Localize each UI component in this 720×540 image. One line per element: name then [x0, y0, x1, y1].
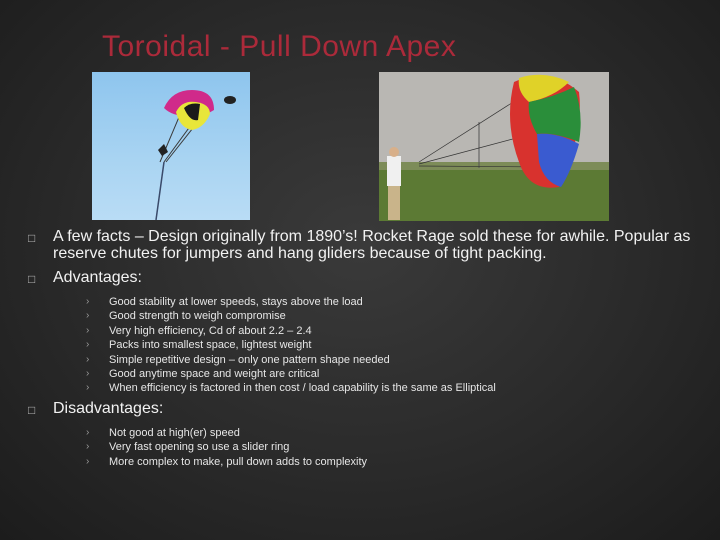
chevron-right-icon: ›: [86, 382, 90, 394]
list-item: › When efficiency is factored in then cost / load capability is the same as Elliptical: [86, 382, 496, 395]
chevron-right-icon: ›: [86, 426, 90, 438]
list-item: › Very fast opening so use a slider ring: [86, 441, 290, 454]
chevron-right-icon: ›: [86, 368, 90, 380]
square-bullet-icon: □: [28, 231, 36, 245]
chevron-right-icon: ›: [86, 339, 90, 351]
chevron-right-icon: ›: [86, 353, 90, 365]
chevron-right-icon: ›: [86, 310, 90, 322]
chevron-right-icon: ›: [86, 324, 90, 336]
list-item: › Simple repetitive design – only one pattern shape needed: [86, 353, 390, 366]
chevron-right-icon: ›: [86, 441, 90, 453]
bullet-facts: [28, 228, 708, 262]
bullet-disadvantages: [28, 400, 708, 469]
chevron-right-icon: ›: [86, 455, 90, 467]
list-item: › Good stability at lower speeds, stays above the load: [86, 296, 363, 308]
parachute-ground-photo: [379, 72, 609, 221]
chevron-right-icon: ›: [86, 296, 90, 307]
list-item: › Good strength to weigh compromise: [86, 310, 286, 323]
square-bullet-icon: □: [28, 272, 36, 286]
list-item: › Not good at high(er) speed: [86, 426, 240, 439]
list-item: › Good anytime space and weight are critical: [86, 368, 320, 381]
list-item: › Very high efficiency, Cd of about 2.2 – 2.4: [86, 324, 312, 337]
disadvantages-list: [53, 426, 708, 469]
square-bullet-icon: □: [28, 402, 36, 417]
bullet-list: [28, 228, 708, 469]
bullet-heading: Advantages:: [53, 269, 142, 286]
list-item: › Packs into smallest space, lightest weight: [86, 339, 312, 352]
bullet-text: A few facts – Design originally from 1890’s! Rocket Rage sold these for awhile. Popular as reserve chutes for jumpers and hang gliders because of tight packing.: [53, 228, 691, 262]
advantages-list: [53, 295, 708, 396]
bullet-advantages: [28, 269, 708, 396]
slide-title: Toroidal - Pull Down Apex: [102, 30, 457, 63]
list-item: › More complex to make, pull down adds to complexity: [86, 455, 368, 468]
bullet-heading: Disadvantages:: [53, 399, 164, 417]
parachute-sky-photo: [92, 72, 250, 220]
